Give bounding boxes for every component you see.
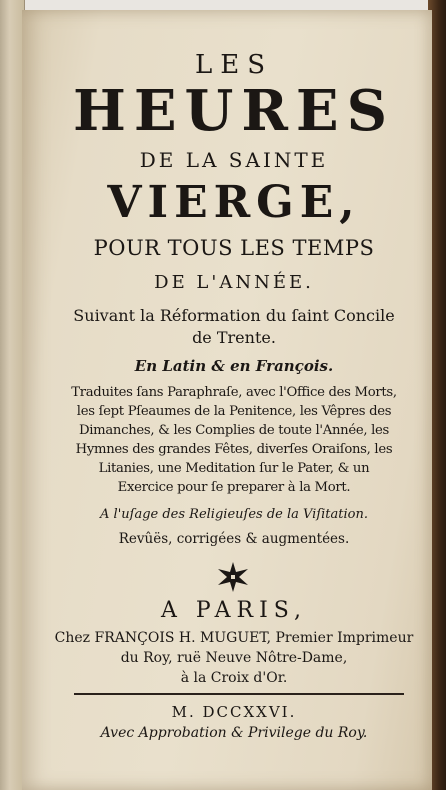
- title-de-la-sainte: DE LA SAINTE: [139, 148, 329, 172]
- imprint-date: M. DCCXXVI.: [171, 703, 297, 721]
- title-vierge: VIERGE,: [107, 177, 361, 228]
- body-line: Exercice pour ſe preparer à la Mort.: [117, 480, 351, 495]
- title-les: LES: [194, 50, 274, 80]
- line-suivant: Suivant la Réformation du ſaint Concile: [73, 306, 395, 325]
- body-line: Hymnes des grandes Fêtes, diverſes Oraiſons, les: [75, 442, 393, 457]
- body-line: les ſept Pſeaumes de la Penitence, les Vêpres des: [76, 404, 392, 419]
- title-heures: HEURES: [72, 78, 396, 144]
- line-latin-francois: En Latin & en François.: [134, 357, 334, 375]
- cross-ornament-icon: [215, 560, 251, 594]
- imprint-printer: Chez FRANÇOIS H. MUGUET, Premier Imprimeur: [54, 630, 414, 646]
- imprint-paris: A PARIS,: [160, 598, 308, 623]
- subtitle-pour-tous: POUR TOUS LES TEMPS: [93, 236, 375, 260]
- body-line: Litanies, une Meditation ſur le Pater, & un: [98, 461, 370, 476]
- imprint-address: du Roy, ruë Neuve Nôtre-Dame,: [120, 650, 348, 666]
- divider-rule: [74, 693, 404, 695]
- subtitle-annee: DE L'ANNÉE.: [154, 272, 314, 293]
- body-line: Dimanches, & les Complies de toute l'Année, les: [78, 423, 390, 438]
- line-trente: de Trente.: [192, 328, 276, 347]
- title-page: [22, 10, 432, 790]
- imprint-approbation: Avec Approbation & Privilege du Roy.: [100, 725, 368, 741]
- line-revues: Revûës, corrigées & augmentées.: [118, 531, 350, 547]
- line-usage: A l'uſage des Religieuſes de la Viſitation.: [100, 507, 368, 522]
- imprint-sign: à la Croix d'Or.: [180, 670, 288, 686]
- body-line: Traduites ſans Paraphraſe, avec l'Office des Morts,: [71, 385, 397, 400]
